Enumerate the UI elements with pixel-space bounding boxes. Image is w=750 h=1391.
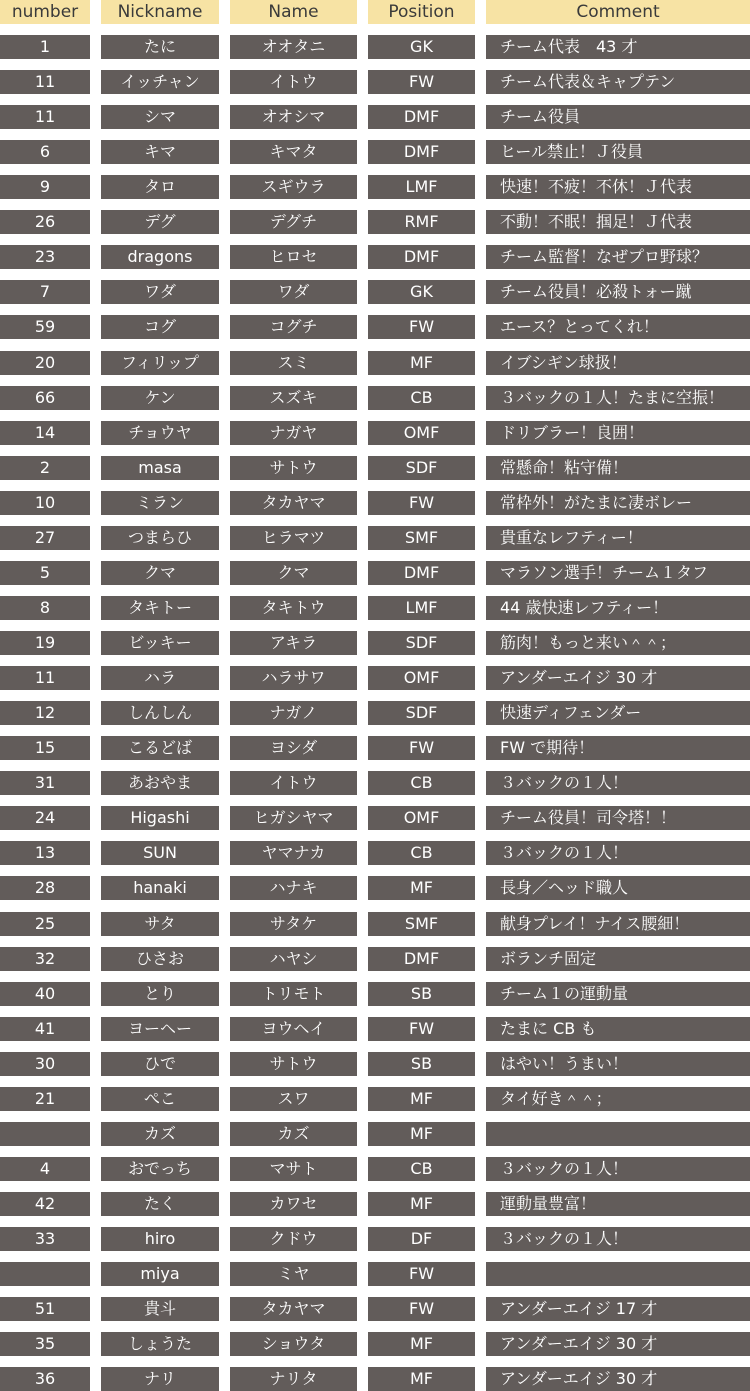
player-position: OMF [368,666,475,690]
player-number: 9 [0,175,90,199]
player-position: FW [368,1297,475,1321]
player-number [0,1262,90,1286]
player-position: OMF [368,806,475,830]
player-number: 42 [0,1192,90,1216]
table-row [0,701,750,725]
player-nickname: miya [101,1262,219,1286]
player-nickname: ワダ [101,280,219,304]
player-comment [486,1122,750,1146]
table-row [0,631,750,655]
player-nickname: おでっち [101,1157,219,1181]
player-number: 32 [0,947,90,971]
player-nickname: たに [101,35,219,59]
table-row [0,982,750,1006]
table-row [0,947,750,971]
player-number: 2 [0,456,90,480]
table-row [0,210,750,234]
player-nickname: hiro [101,1227,219,1251]
table-row [0,806,750,830]
player-number: 66 [0,386,90,410]
table-row [0,1087,750,1111]
player-comment: 筋肉！もっと来い＾＾； [486,631,750,655]
player-nickname: ミラン [101,491,219,515]
player-name: タキトウ [230,596,357,620]
player-name: コグチ [230,315,357,339]
player-nickname: イッチャン [101,70,219,94]
player-comment: たまに CB も [486,1017,750,1041]
player-comment: イブシギン球扱！ [486,351,750,375]
table-row [0,491,750,515]
header-name: Name [230,0,357,24]
player-comment [486,1262,750,1286]
table-row [0,245,750,269]
table-row [0,561,750,585]
player-number: 4 [0,1157,90,1181]
player-comment: アンダーエイジ 30 才 [486,666,750,690]
player-nickname: しょうた [101,1332,219,1356]
player-comment: タイ好き＾＾； [486,1087,750,1111]
player-number: 11 [0,70,90,94]
player-name: タカヤマ [230,1297,357,1321]
player-name: ハヤシ [230,947,357,971]
player-comment: アンダーエイジ 30 才 [486,1332,750,1356]
player-position: SMF [368,526,475,550]
player-position: FW [368,70,475,94]
player-nickname: サタ [101,912,219,936]
player-comment: チーム役員！必殺トォー蹴 [486,280,750,304]
player-number: 35 [0,1332,90,1356]
table-row [0,1262,750,1286]
player-comment: 常懸命！粘守備！ [486,456,750,480]
table-row [0,1192,750,1216]
player-position: DMF [368,105,475,129]
player-number: 14 [0,421,90,445]
player-position: CB [368,386,475,410]
player-comment: アンダーエイジ 30 才 [486,1367,750,1391]
player-position: SDF [368,701,475,725]
player-name: カワセ [230,1192,357,1216]
player-position: LMF [368,175,475,199]
player-nickname: ハラ [101,666,219,690]
player-position: RMF [368,210,475,234]
player-number: 5 [0,561,90,585]
table-row [0,912,750,936]
table-row [0,1332,750,1356]
player-name: クマ [230,561,357,585]
player-name: ナガノ [230,701,357,725]
player-comment: ３バックの１人！ [486,1227,750,1251]
player-position: GK [368,280,475,304]
player-comment: FW で期待！ [486,736,750,760]
player-position: MF [368,1122,475,1146]
player-position: DMF [368,245,475,269]
header-position: Position [368,0,475,24]
player-number: 11 [0,666,90,690]
table-row [0,1367,750,1391]
player-position: MF [368,1367,475,1391]
player-name: ヨウヘイ [230,1017,357,1041]
player-comment: チーム役員！司令塔！！ [486,806,750,830]
player-comment: ３バックの１人！たまに空振！ [486,386,750,410]
player-position: FW [368,1262,475,1286]
table-row [0,280,750,304]
player-nickname: SUN [101,841,219,865]
player-nickname: ビッキー [101,631,219,655]
player-name: マサト [230,1157,357,1181]
player-comment: ヒール禁止！Ｊ役員 [486,140,750,164]
player-nickname: つまらひ [101,526,219,550]
table-row [0,1052,750,1076]
player-nickname: Higashi [101,806,219,830]
player-name: ヒラマツ [230,526,357,550]
table-row [0,315,750,339]
player-number: 12 [0,701,90,725]
player-number: 30 [0,1052,90,1076]
player-nickname: キマ [101,140,219,164]
player-position: FW [368,491,475,515]
player-position: DMF [368,947,475,971]
player-nickname: しんしん [101,701,219,725]
player-number: 21 [0,1087,90,1111]
player-position: FW [368,1017,475,1041]
player-comment: チーム監督！なぜプロ野球？ [486,245,750,269]
player-name: イトウ [230,70,357,94]
player-number: 28 [0,876,90,900]
player-comment: 運動量豊富！ [486,1192,750,1216]
player-nickname: たく [101,1192,219,1216]
player-comment: チーム代表＆キャプテン [486,70,750,94]
player-position: SDF [368,456,475,480]
player-name: アキラ [230,631,357,655]
player-name: ヨシダ [230,736,357,760]
player-position: MF [368,1087,475,1111]
header-comment: Comment [486,0,750,24]
player-position: CB [368,771,475,795]
player-number: 13 [0,841,90,865]
player-number: 26 [0,210,90,234]
player-number: 41 [0,1017,90,1041]
player-number: 59 [0,315,90,339]
player-number: 27 [0,526,90,550]
player-comment: 44 歳快速レフティー！ [486,596,750,620]
player-position: SMF [368,912,475,936]
table-row [0,1297,750,1321]
player-number: 24 [0,806,90,830]
player-nickname: カズ [101,1122,219,1146]
player-name: ナリタ [230,1367,357,1391]
player-comment: ボランチ固定 [486,947,750,971]
player-number: 7 [0,280,90,304]
player-name: デグチ [230,210,357,234]
player-position: DMF [368,140,475,164]
player-nickname: タキトー [101,596,219,620]
player-name: オオタニ [230,35,357,59]
player-number [0,1122,90,1146]
table-row [0,140,750,164]
player-name: スワ [230,1087,357,1111]
player-number: 40 [0,982,90,1006]
player-position: CB [368,841,475,865]
player-name: スミ [230,351,357,375]
table-row [0,421,750,445]
player-position: SB [368,982,475,1006]
player-comment: アンダーエイジ 17 才 [486,1297,750,1321]
player-number: 10 [0,491,90,515]
table-row [0,70,750,94]
player-comment: はやい！うまい！ [486,1052,750,1076]
player-number: 25 [0,912,90,936]
table-row [0,666,750,690]
player-comment: 献身プレイ！ナイス腰細！ [486,912,750,936]
player-number: 6 [0,140,90,164]
player-name: イトウ [230,771,357,795]
player-comment: ３バックの１人！ [486,771,750,795]
player-nickname: タロ [101,175,219,199]
player-name: タカヤマ [230,491,357,515]
table-row [0,35,750,59]
table-row [0,1227,750,1251]
player-nickname: フィリップ [101,351,219,375]
table-row [0,1122,750,1146]
player-comment: 常枠外！がたまに凄ボレー [486,491,750,515]
player-name: サタケ [230,912,357,936]
table-row [0,175,750,199]
table-row [0,386,750,410]
table-row [0,596,750,620]
player-position: MF [368,1192,475,1216]
player-comment: チーム代表 43 才 [486,35,750,59]
player-position: OMF [368,421,475,445]
player-nickname: あおやま [101,771,219,795]
player-position: DMF [368,561,475,585]
player-comment: ３バックの１人！ [486,1157,750,1181]
table-header [0,0,750,24]
table-row [0,105,750,129]
player-name: ハナキ [230,876,357,900]
player-name: クドウ [230,1227,357,1251]
table-row [0,876,750,900]
player-nickname: クマ [101,561,219,585]
table-row [0,526,750,550]
player-name: キマタ [230,140,357,164]
player-nickname: とり [101,982,219,1006]
player-nickname: hanaki [101,876,219,900]
player-comment: ドリブラー！良囲！ [486,421,750,445]
player-name: サトウ [230,1052,357,1076]
table-row [0,1017,750,1041]
player-nickname: ケン [101,386,219,410]
player-nickname: 貴斗 [101,1297,219,1321]
player-position: FW [368,315,475,339]
player-nickname: デグ [101,210,219,234]
player-position: DF [368,1227,475,1251]
player-nickname: ヨーヘー [101,1017,219,1041]
player-nickname: dragons [101,245,219,269]
player-comment: ３バックの１人！ [486,841,750,865]
player-position: MF [368,351,475,375]
player-nickname: masa [101,456,219,480]
table-row [0,351,750,375]
player-number: 15 [0,736,90,760]
player-name: ヤマナカ [230,841,357,865]
header-number: number [0,0,90,24]
player-nickname: こるどば [101,736,219,760]
player-nickname: コグ [101,315,219,339]
player-position: SB [368,1052,475,1076]
player-position: GK [368,35,475,59]
player-name: ミヤ [230,1262,357,1286]
player-name: ワダ [230,280,357,304]
header-nickname: Nickname [101,0,219,24]
player-name: サトウ [230,456,357,480]
player-number: 1 [0,35,90,59]
player-comment: 不動！不眠！掴足！Ｊ代表 [486,210,750,234]
player-name: オオシマ [230,105,357,129]
player-comment: チーム役員 [486,105,750,129]
player-nickname: シマ [101,105,219,129]
player-number: 36 [0,1367,90,1391]
table-row [0,771,750,795]
player-position: MF [368,876,475,900]
table-row [0,456,750,480]
player-comment: 貴重なレフティー！ [486,526,750,550]
player-name: ハラサワ [230,666,357,690]
player-name: ショウタ [230,1332,357,1356]
player-position: CB [368,1157,475,1181]
player-nickname: チョウヤ [101,421,219,445]
player-name: スズキ [230,386,357,410]
player-nickname: ひさお [101,947,219,971]
player-name: スギウラ [230,175,357,199]
player-name: ナガヤ [230,421,357,445]
player-comment: マラソン選手！チーム１タフ [486,561,750,585]
player-comment: 快速！不疲！不休！Ｊ代表 [486,175,750,199]
player-position: MF [368,1332,475,1356]
player-position: FW [368,736,475,760]
table-row [0,1157,750,1181]
player-number: 51 [0,1297,90,1321]
player-number: 33 [0,1227,90,1251]
player-number: 23 [0,245,90,269]
player-number: 8 [0,596,90,620]
player-comment: チーム１の運動量 [486,982,750,1006]
player-name: トリモト [230,982,357,1006]
player-number: 19 [0,631,90,655]
player-name: ヒガシヤマ [230,806,357,830]
player-name: ヒロセ [230,245,357,269]
player-position: SDF [368,631,475,655]
table-row [0,841,750,865]
player-position: LMF [368,596,475,620]
player-number: 20 [0,351,90,375]
player-nickname: ナリ [101,1367,219,1391]
player-nickname: ぺこ [101,1087,219,1111]
player-name: カズ [230,1122,357,1146]
player-comment: 長身／ヘッド職人 [486,876,750,900]
player-number: 31 [0,771,90,795]
table-row [0,736,750,760]
player-comment: 快速ディフェンダー [486,701,750,725]
player-number: 11 [0,105,90,129]
player-nickname: ひで [101,1052,219,1076]
player-comment: エース？とってくれ！ [486,315,750,339]
